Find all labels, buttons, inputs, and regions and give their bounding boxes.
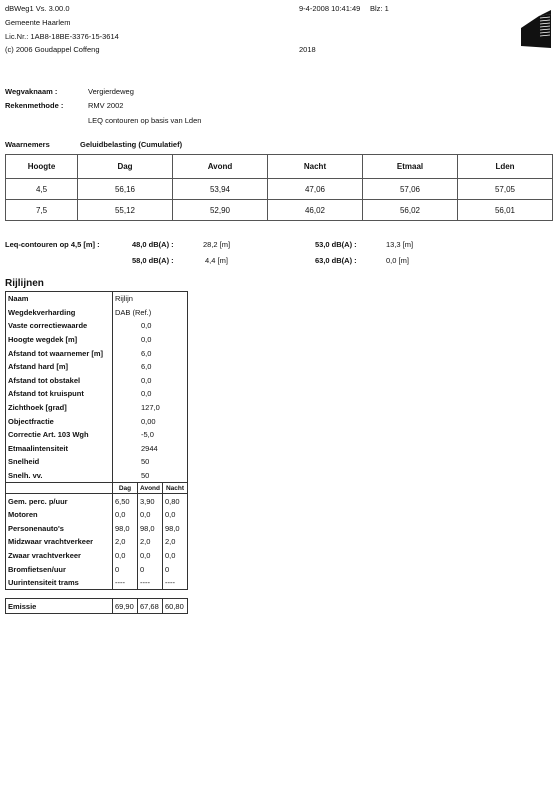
prop-value: DAB (Ref.) <box>113 306 188 320</box>
prop-label: Afstand hard [m] <box>8 362 68 372</box>
table-cell: 7,5 <box>6 200 78 221</box>
col-header: Etmaal <box>363 155 458 179</box>
contour-db: 63,0 dB(A) : <box>315 256 357 265</box>
prop-label: Snelheid <box>8 457 40 467</box>
license-number: Lic.Nr.: 1AB8-18BE-3376-15-3614 <box>5 32 119 41</box>
contour-distance: 4,4 [m] <box>205 256 228 265</box>
prop-value: 6,0 <box>113 346 188 360</box>
prop-value: Rijlijn <box>113 292 188 306</box>
table-cell: 4,5 <box>6 179 78 200</box>
table-row <box>6 469 188 483</box>
traffic-value: 98,0 <box>113 522 138 536</box>
table-row <box>6 200 553 221</box>
table-row <box>6 549 188 563</box>
prop-value: 0,0 <box>113 387 188 401</box>
table-row <box>6 494 188 508</box>
table-header-row <box>6 155 553 179</box>
prop-label: Afstand tot obstakel <box>8 375 81 385</box>
copyright: (c) 2006 Goudappel Coffeng <box>5 45 100 54</box>
traffic-value: 0,0 <box>138 508 163 522</box>
table-cell: 55,12 <box>78 200 173 221</box>
prop-label: Wegdekverharding <box>8 307 76 317</box>
contour-db: 53,0 dB(A) : <box>315 240 357 249</box>
table-row <box>6 179 553 200</box>
prop-value: -5,0 <box>113 428 188 442</box>
emissie-value: 60,80 <box>163 599 188 614</box>
traffic-value: 0,0 <box>113 508 138 522</box>
traffic-label: Personenauto's <box>8 523 64 533</box>
prop-value: 127,0 <box>113 401 188 415</box>
table-row <box>6 306 188 320</box>
company-logo <box>519 8 553 50</box>
table-row <box>6 599 188 614</box>
table-cell: 56,01 <box>458 200 553 221</box>
traffic-value: 0,0 <box>138 549 163 563</box>
table-cell: 46,02 <box>268 200 363 221</box>
prop-label: Vaste correctiewaarde <box>8 321 88 331</box>
emissie-value: 69,90 <box>113 599 138 614</box>
contour-db: 48,0 dB(A) : <box>132 240 174 249</box>
prop-label: Zichthoek [grad] <box>8 403 67 413</box>
rekenmethode-value: RMV 2002 <box>88 101 124 110</box>
traffic-value: 3,90 <box>138 494 163 508</box>
traffic-value: 0 <box>138 562 163 576</box>
prop-value: 0,0 <box>113 374 188 388</box>
traffic-label: Motoren <box>8 510 38 520</box>
traffic-value: 2,0 <box>138 535 163 549</box>
traffic-label: Gem. perc. p/uur <box>8 496 68 506</box>
table-row <box>6 576 188 590</box>
table-row <box>6 428 188 442</box>
waarnemers-table <box>5 154 553 221</box>
table-row <box>6 333 188 347</box>
table-row <box>6 508 188 522</box>
col-header: Avond <box>138 483 163 494</box>
rekenmethode-value-2: LEQ contouren op basis van Lden <box>88 116 202 125</box>
table-row <box>6 360 188 374</box>
prop-label: Afstand tot kruispunt <box>8 389 84 399</box>
table-row <box>6 387 188 401</box>
traffic-value: 2,0 <box>163 535 188 549</box>
print-datetime: 9-4-2008 10:41:49 <box>299 4 361 13</box>
traffic-value: 0 <box>163 562 188 576</box>
page-number: Blz: 1 <box>370 4 389 13</box>
table-row <box>6 562 188 576</box>
traffic-value: 0,0 <box>163 508 188 522</box>
prop-label: Snelh. vv. <box>8 471 43 481</box>
prop-label: Correctie Art. 103 Wgh <box>8 430 89 440</box>
wegvaknaam-label: Wegvaknaam : <box>5 87 58 96</box>
traffic-label: Midzwaar vrachtverkeer <box>8 537 94 547</box>
rijlijnen-table <box>5 291 188 590</box>
contour-db: 58,0 dB(A) : <box>132 256 174 265</box>
prop-value: 0,00 <box>113 414 188 428</box>
table-row <box>6 374 188 388</box>
table-row <box>6 522 188 536</box>
prop-value: 0,0 <box>113 333 188 347</box>
traffic-label: Zwaar vrachtverkeer <box>8 550 81 560</box>
table-cell: 52,90 <box>173 200 268 221</box>
col-header: Avond <box>173 155 268 179</box>
col-header: Lden <box>458 155 553 179</box>
wegvaknaam-value: Vergierdeweg <box>88 87 134 96</box>
geluidbelasting-subtitle: Geluidbelasting (Cumulatief) <box>80 140 183 149</box>
traffic-value: ---- <box>163 576 188 590</box>
table-row <box>6 442 188 456</box>
prop-value: 2944 <box>113 442 188 456</box>
program-version: dBWeg1 Vs. 3.00.0 <box>5 4 70 13</box>
traffic-value: 0,0 <box>113 549 138 563</box>
prop-value: 0,0 <box>113 319 188 333</box>
table-cell: 47,06 <box>268 179 363 200</box>
col-header: Nacht <box>163 483 188 494</box>
table-cell: 56,16 <box>78 179 173 200</box>
traffic-value: 2,0 <box>113 535 138 549</box>
contour-distance: 13,3 [m] <box>386 240 414 249</box>
traffic-value: ---- <box>138 576 163 590</box>
table-cell: 56,02 <box>363 200 458 221</box>
col-header: Dag <box>78 155 173 179</box>
table-row <box>6 346 188 360</box>
table-cell: 57,05 <box>458 179 553 200</box>
year: 2018 <box>299 45 316 54</box>
traffic-value: 0 <box>113 562 138 576</box>
traffic-value: 0,0 <box>163 549 188 563</box>
emissie-label: Emissie <box>8 601 37 611</box>
traffic-header-row <box>6 483 188 494</box>
waarnemers-label: Waarnemers <box>5 140 50 149</box>
prop-value: 50 <box>113 455 188 469</box>
traffic-label: Bromfietsen/uur <box>8 564 66 574</box>
prop-label: Objectfractie <box>8 416 54 426</box>
table-row <box>6 535 188 549</box>
contour-label: Leq-contouren op 4,5 [m] : <box>5 240 100 249</box>
prop-label: Etmaalintensiteit <box>8 443 69 453</box>
col-header: Hoogte <box>6 155 78 179</box>
emissie-value: 67,68 <box>138 599 163 614</box>
prop-label: Hoogte wegdek [m] <box>8 335 78 345</box>
contour-distance: 28,2 [m] <box>203 240 231 249</box>
table-cell: 57,06 <box>363 179 458 200</box>
rekenmethode-label: Rekenmethode : <box>5 101 64 110</box>
municipality: Gemeente Haarlem <box>5 18 71 27</box>
prop-label: Afstand tot waarnemer [m] <box>8 348 104 358</box>
traffic-value: 98,0 <box>163 522 188 536</box>
table-row <box>6 319 188 333</box>
table-row <box>6 401 188 415</box>
section-title: Rijlijnen <box>5 278 44 289</box>
contour-distance: 0,0 [m] <box>386 256 409 265</box>
traffic-value: 6,50 <box>113 494 138 508</box>
col-header: Dag <box>113 483 138 494</box>
prop-value: 6,0 <box>113 360 188 374</box>
traffic-label: Uurintensiteit trams <box>8 578 79 588</box>
prop-label: Naam <box>8 294 29 304</box>
emissie-table <box>5 598 188 614</box>
traffic-value: ---- <box>113 576 138 590</box>
col-header: Nacht <box>268 155 363 179</box>
table-row <box>6 414 188 428</box>
traffic-value: 0,80 <box>163 494 188 508</box>
traffic-value: 98,0 <box>138 522 163 536</box>
table-row <box>6 292 188 306</box>
table-row <box>6 455 188 469</box>
table-cell: 53,94 <box>173 179 268 200</box>
prop-value: 50 <box>113 469 188 483</box>
